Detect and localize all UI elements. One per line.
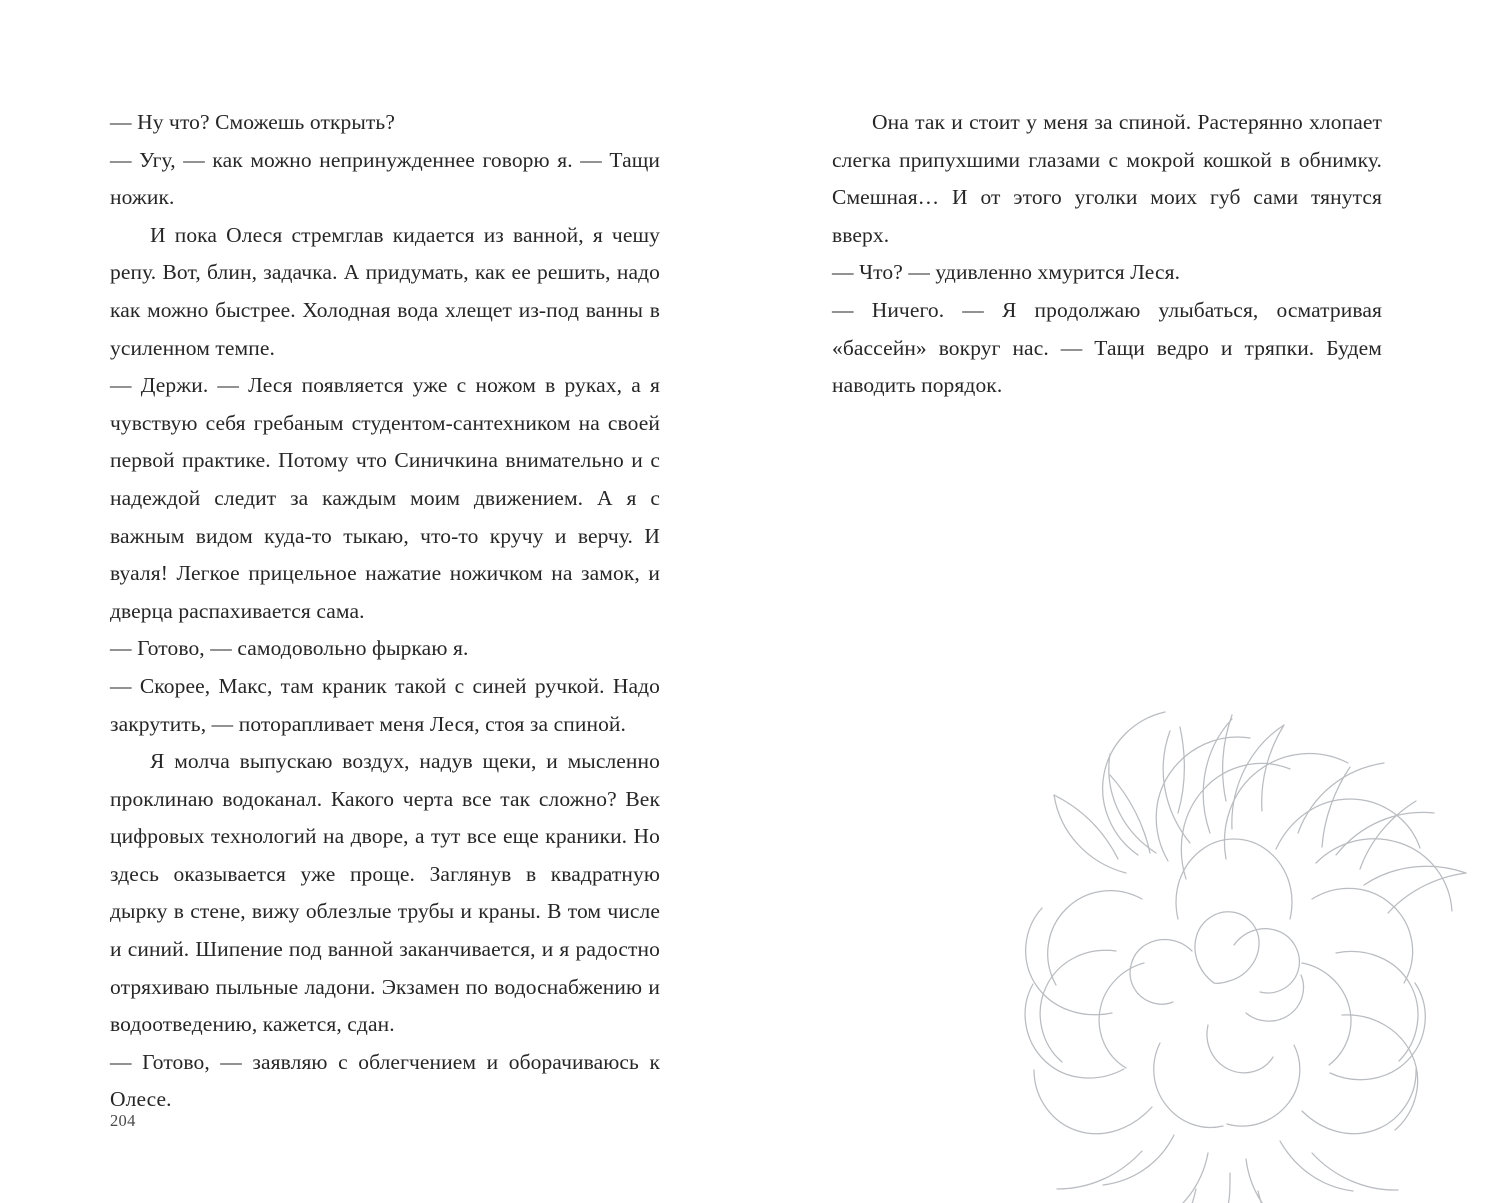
left-page [0, 0, 746, 1193]
right-page-text [832, 104, 1382, 405]
paragraph: — Держи. — Леся появляется уже с ножом в руках, а я чувствую себя гребаным студентом-сантехником на своей первой практике. Потому что Синичкина внимательно и с надеждой следит за каждым моим движением. А я с важным видом куда-то тыкаю, что-то кручу и верчу. И вуаля! Легкое прицельное нажатие ножичком на замок, и дверца распахивается сама. [110, 373, 660, 623]
paragraph: — Что? — удивленно хмурится Леся. [832, 260, 1181, 285]
paragraph: И пока Олеся стремглав кидается из ванной, я чешу репу. Вот, блин, задачка. А придумать, как ее решить, надо как можно быстрее. Холодная вода хлещет из-под ванны в усиленном темпе. [110, 222, 660, 360]
left-page-text [110, 104, 660, 1119]
page-number: 204 [110, 1111, 136, 1130]
paragraph: — Готово, — заявляю с облегчением и оборачиваюсь к Олесе. [110, 1049, 660, 1112]
paragraph: — Ну что? Сможешь открыть? [110, 110, 395, 134]
paragraph: — Готово, — самодовольно фыркаю я. [110, 636, 469, 661]
paragraph: — Скорее, Макс, там краник такой с синей ручкой. Надо закрутить, — поторапливает меня Леся, стоя за спиной. [110, 673, 660, 736]
right-page [746, 0, 1492, 1193]
paragraph: Она так и стоит у меня за спиной. Растерянно хлопает слегка припухшими глазами с мокрой кошкой в обнимку. Смешная… И от этого уголки моих губ сами тянутся вверх. [832, 110, 1382, 247]
paragraph: Я молча выпускаю воздух, надув щеки, и мысленно проклинаю водоканал. Какого черта все так сложно? Век цифровых технологий на дворе, а тут все еще краники. Но здесь оказывается уже проще. Заглянув в квадратную дырку в стене, вижу облезлые трубы и краны. В том числе и синий. Шипение под ванной заканчивается, и я радостно отряхиваю пыльные ладони. Экзамен по водоснабжению и водоотведению, кажется, сдан. [110, 749, 660, 1037]
paragraph: — Ничего. — Я продолжаю улыбаться, осматривая «бассейн» вокруг нас. — Тащи ведро и тряпки. Будем наводить порядок. [832, 297, 1382, 398]
paragraph: — Угу, — как можно непринужденнее говорю я. — Тащи ножик. [110, 147, 660, 210]
chrysanthemum-flower-ornament [946, 683, 1492, 1203]
